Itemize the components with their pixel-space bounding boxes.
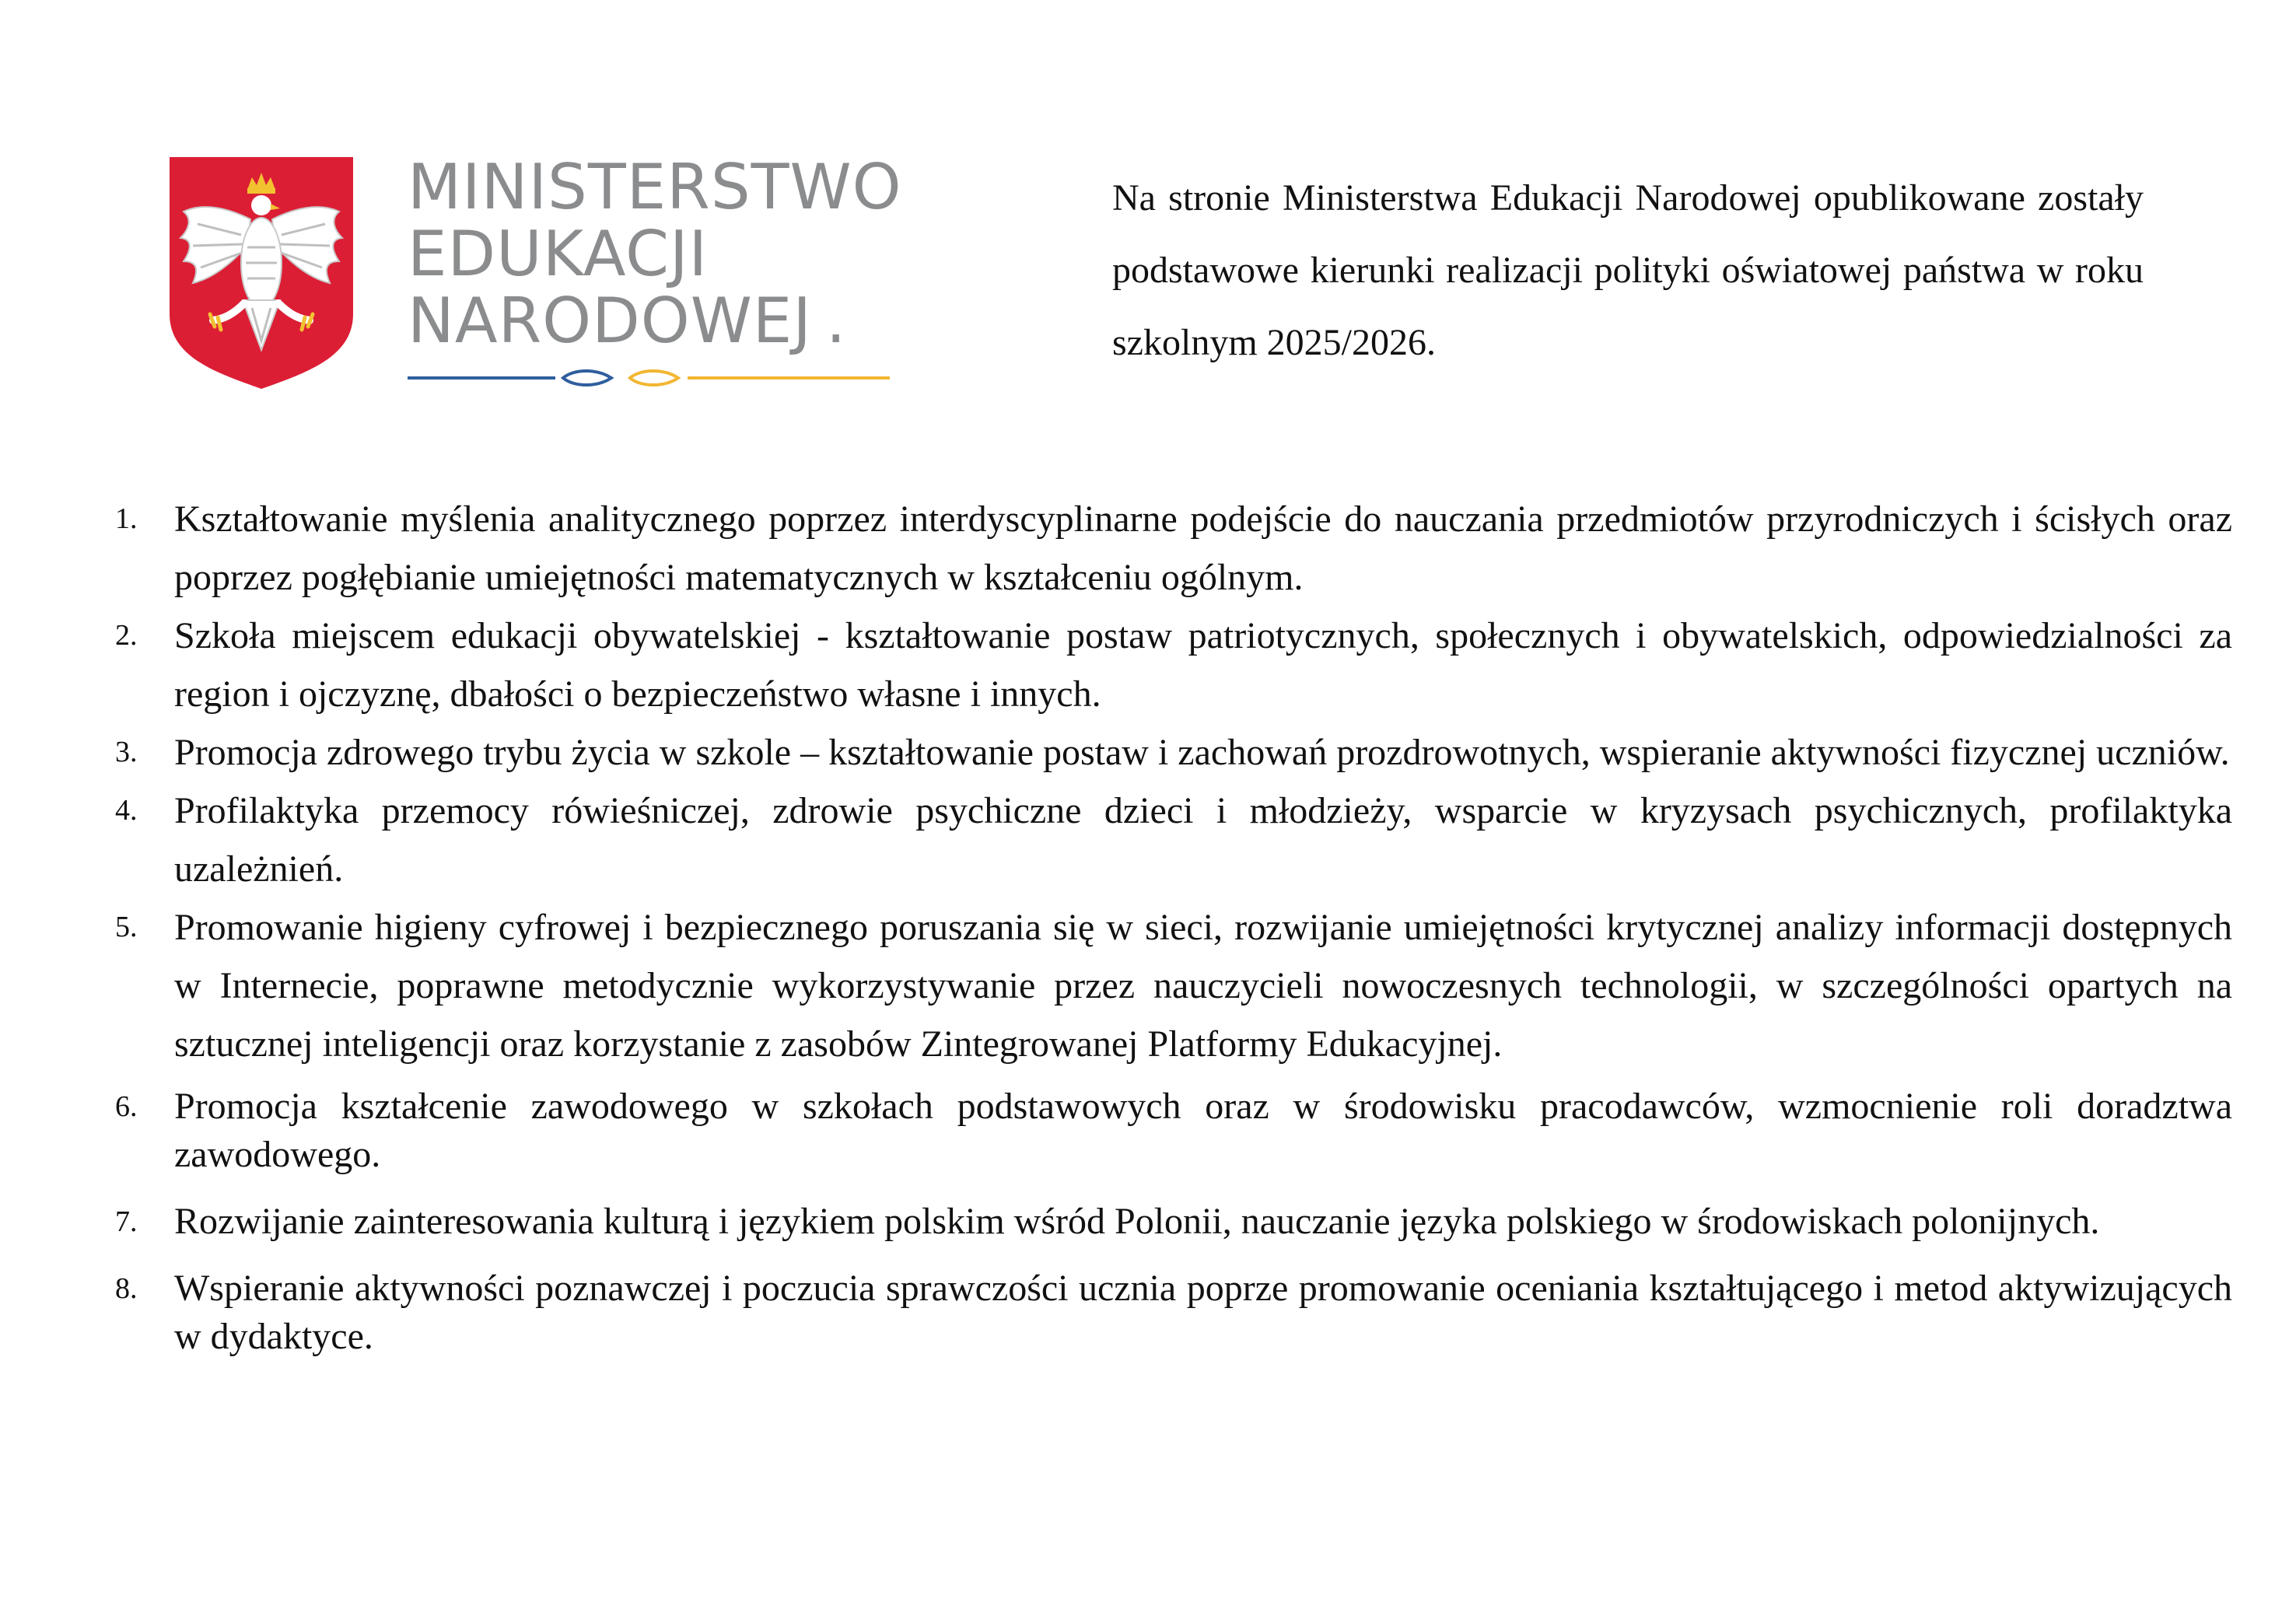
wordmark-line-1: MINISTERSTWO — [408, 151, 902, 223]
ministry-logo — [166, 151, 902, 395]
list-item — [109, 782, 2232, 898]
intro-paragraph: Na stronie Ministerstwa Edukacji Narodowej opublikowane zostały podstawowe kierunki realizacji polityki oświatowej państwa w roku szkolnym 2025/2026. — [1112, 177, 2144, 363]
list-item-text: Wspieranie aktywności poznawczej i poczucia sprawczości ucznia poprze promowanie oceniania kształtującego i metod aktywizujących w dydaktyce. — [174, 1268, 2232, 1357]
ministry-wordmark — [408, 151, 902, 357]
list-item — [109, 607, 2232, 723]
wordmark-line-2: EDUKACJI — [408, 218, 709, 290]
white-eagle-coat-of-arms-icon — [166, 154, 356, 392]
list-item — [109, 1198, 2232, 1246]
list-item-text: Promocja zdrowego trybu życia w szkole – kształtowanie postaw i zachowań prozdrowotnych, wspieranie aktywności fizycznej uczniów. — [174, 732, 2230, 773]
list-item-number: 3. — [115, 736, 138, 768]
list-item-number: 4. — [115, 794, 138, 827]
wordmark-line-3: NARODOWEJ . — [408, 285, 847, 357]
policy-directions-list — [109, 490, 2232, 1361]
list-item — [109, 1083, 2232, 1179]
list-item-number: 5. — [115, 911, 138, 943]
list-item — [109, 723, 2232, 782]
list-item — [109, 1264, 2232, 1361]
list-item-number: 1. — [115, 502, 138, 535]
list-item-number: 2. — [115, 619, 138, 652]
list-item-text: Profilaktyka przemocy rówieśniczej, zdrowie psychiczne dzieci i młodzieży, wsparcie w kryzysach psychicznych, profilaktyka uzależnień. — [174, 790, 2232, 890]
list-item-text: Rozwijanie zainteresowania kulturą i językiem polskim wśród Polonii, nauczanie języka polskiego w środowiskach polonijnych. — [174, 1201, 2100, 1242]
list-item-text: Promowanie higieny cyfrowej i bezpiecznego poruszania się w sieci, rozwijanie umiejętności krytycznej analizy informacji dostępnych w Internecie, poprawne metodycznie wykorzystywanie przez nauczycieli nowoczesnych technologii, w szczególności opartych na sztucznej inteligencji oraz korzystanie z zasobów Zintegrowanej Platformy Edukacyjnej. — [174, 907, 2232, 1065]
list-item-text: Szkoła miejscem edukacji obywatelskiej - kształtowanie postaw patriotycznych, społecznych i obywatelskich, odpowiedzialności za region i ojczyznę, dbałości o bezpieczeństwo własne i innych. — [174, 615, 2232, 715]
list-item-number: 8. — [115, 1272, 138, 1305]
pen-nib-rule-icon — [408, 362, 890, 394]
list-item — [109, 898, 2232, 1073]
list-item-text: Kształtowanie myślenia analitycznego poprzez interdyscyplinarne podejście do nauczania przedmiotów przyrodniczych i ścisłych oraz poprzez pogłębianie umiejętności matematycznych w kształceniu ogólnym. — [174, 498, 2232, 598]
list-item-text: Promocja kształcenie zawodowego w szkołach podstawowych oraz w środowisku pracodawców, wzmocnienie roli doradztwa zawodowego. — [174, 1086, 2232, 1175]
list-item-number: 6. — [115, 1090, 138, 1123]
list-item — [109, 490, 2232, 607]
list-item-number: 7. — [115, 1205, 138, 1238]
